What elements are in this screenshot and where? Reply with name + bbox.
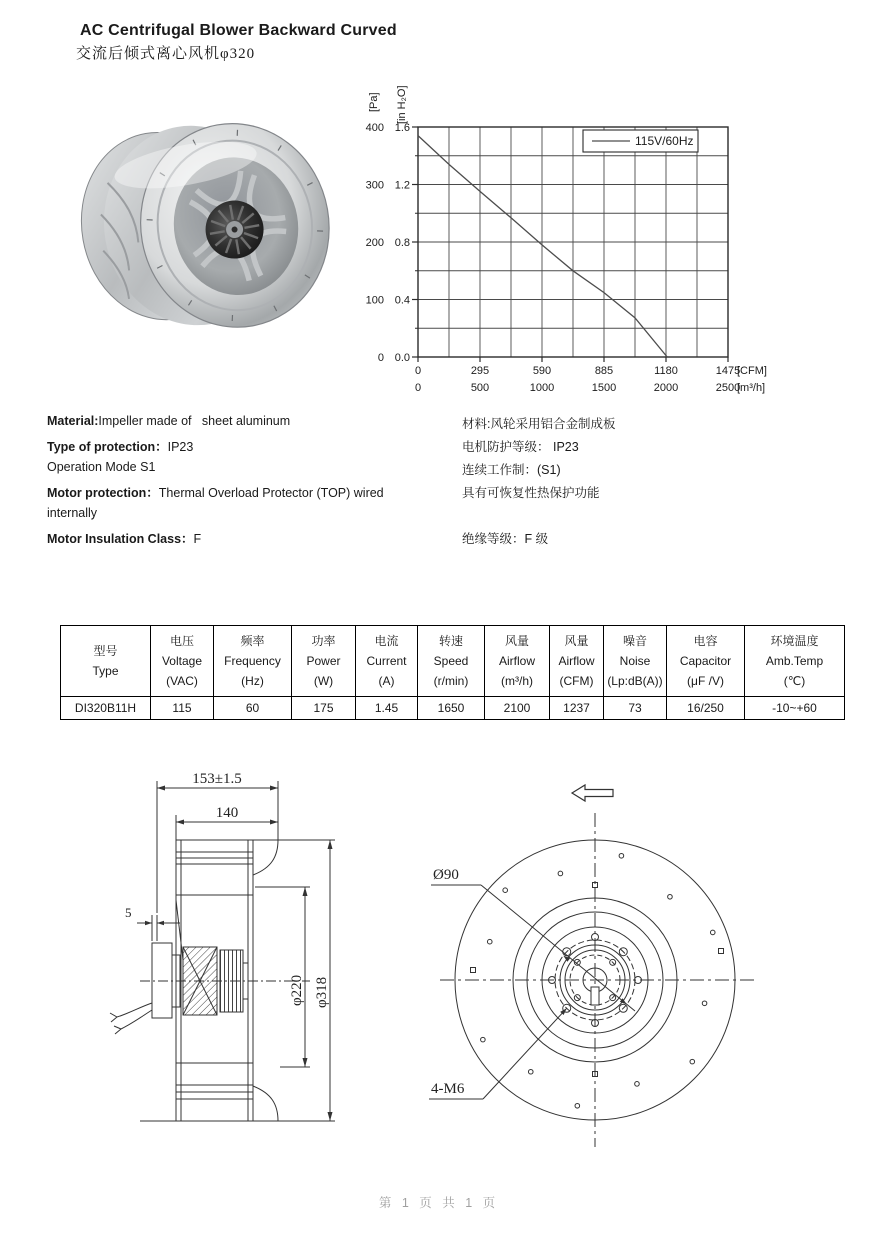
- product-photo: [75, 105, 340, 355]
- y-tick-label-pa: 200: [365, 237, 384, 249]
- x-tick-label-cfm: 295: [470, 365, 490, 377]
- page-title: AC Centrifugal Blower Backward Curved: [80, 22, 397, 39]
- column-header-current: [356, 626, 418, 697]
- column-header-noise: [604, 626, 667, 697]
- header-hu: (CFM): [559, 674, 594, 688]
- column-header-frequency: [214, 626, 292, 697]
- header-hz: 噪音: [622, 634, 647, 648]
- rivet-hole: [503, 888, 508, 893]
- spec-line: 绝缘等级：F 级: [462, 532, 549, 546]
- legend-label: 115V/60Hz: [635, 134, 694, 148]
- table-cell: 1237: [550, 697, 604, 720]
- header-hu: (Hz): [241, 674, 264, 688]
- table-cell: 60: [214, 697, 292, 720]
- spec-line: 电机防护等级： IP23: [462, 440, 579, 454]
- header-hz: 型号: [93, 644, 118, 658]
- header-hu: (VAC): [166, 674, 198, 688]
- y-tick-label-pa: 0: [377, 352, 384, 364]
- column-header-capacitor: [667, 626, 745, 697]
- front-view-drawing: [425, 775, 765, 1150]
- x-tick-label-cfm: 0: [414, 365, 422, 377]
- rivet-hole: [558, 871, 563, 876]
- x-tick-label-cfm: 1475: [715, 365, 741, 377]
- column-header-amb-temp: [745, 626, 845, 697]
- y-tick-label-pa: 300: [365, 179, 384, 192]
- header-hu: (m³/h): [501, 674, 533, 688]
- column-header-voltage: [151, 626, 214, 697]
- table-cell: 1.45: [356, 697, 418, 720]
- column-header-speed: [418, 626, 485, 697]
- y-axis-unit-pa: [Pa]: [368, 92, 380, 112]
- header-hz: 风量: [504, 634, 529, 648]
- page-footer: 第 1 页 共 1 页: [378, 1196, 496, 1210]
- x-tick-label-m3h: 1000: [529, 382, 555, 394]
- table-cell: 175: [292, 697, 356, 720]
- fan-illustration: [75, 105, 340, 352]
- header-hz: 电压: [169, 634, 194, 648]
- dim-flange: 5: [125, 905, 132, 920]
- dim-bolt-circle: Ø90: [433, 867, 459, 883]
- table-cell: DI320B11H: [61, 697, 151, 720]
- spec-line: Material:Impeller made of sheet aluminum: [47, 414, 291, 428]
- column-header-power: [292, 626, 356, 697]
- performance-chart: [355, 78, 805, 400]
- table-cell: 16/250: [667, 697, 745, 720]
- header-hu: (μF /V): [687, 674, 724, 688]
- y-axis-unit-inh2o: [in H₂O]: [396, 85, 408, 124]
- rivet-hole: [528, 1069, 533, 1074]
- table-cell: 115: [151, 697, 214, 720]
- table-cell: 1650: [418, 697, 485, 720]
- header-he: Airflow: [558, 654, 595, 668]
- header-hu: (Lp:dB(A)): [607, 674, 663, 688]
- dim-mounting-holes: 4-M6: [431, 1081, 465, 1097]
- rivet-hole: [481, 1037, 486, 1042]
- spec-table: [60, 625, 845, 720]
- square-hole: [471, 968, 476, 973]
- y-tick-label-pa: 400: [365, 122, 384, 134]
- specs-english: [47, 414, 457, 552]
- header-he: Speed: [433, 654, 469, 668]
- header-hz: 风量: [564, 634, 589, 648]
- header-hz: 电容: [693, 634, 718, 648]
- x-tick-label-m3h: 500: [470, 382, 490, 394]
- table-cell: 73: [604, 697, 667, 720]
- dim-inlet-diameter: φ220: [289, 974, 305, 1006]
- header-he: Current: [366, 654, 407, 668]
- table-cell: -10~+60: [745, 697, 845, 720]
- x-axis-unit-cfm: [CFM]: [737, 365, 767, 377]
- rivet-hole: [690, 1059, 695, 1064]
- square-hole: [719, 949, 724, 954]
- x-tick-label-m3h: 2500: [715, 382, 741, 394]
- table-row: [61, 697, 845, 720]
- header-he: Capacitor: [679, 654, 732, 668]
- y-tick-label-inh2o: 0.4: [394, 294, 410, 307]
- spec-line: 具有可恢复性热保护功能: [462, 486, 600, 500]
- header-hu: (℃): [783, 674, 806, 688]
- column-header-type: [61, 626, 151, 697]
- dim-impeller-depth: 140: [215, 805, 239, 821]
- header-hu: (W): [313, 674, 334, 688]
- header-he: Type: [92, 664, 119, 678]
- spec-line: [462, 506, 852, 529]
- page-title-chinese: 交流后倾式离心风机φ320: [76, 46, 256, 62]
- header-he: Frequency: [224, 654, 281, 668]
- rivet-hole: [635, 1082, 640, 1087]
- table-cell: 2100: [485, 697, 550, 720]
- y-tick-label-inh2o: 0.8: [394, 237, 410, 249]
- spec-line: Type of protection：IP23: [47, 440, 194, 454]
- spec-line: internally: [47, 506, 98, 520]
- y-tick-label-inh2o: 1.2: [394, 179, 410, 192]
- performance-chart-svg: [355, 78, 805, 400]
- rivet-hole: [619, 853, 624, 858]
- x-axis-unit-m3h: [m³/h]: [737, 382, 766, 394]
- table-header-row: [61, 626, 845, 697]
- header-hz: 转速: [438, 634, 463, 648]
- x-tick-label-m3h: 2000: [653, 382, 679, 394]
- header-hz: 环境温度: [770, 634, 819, 648]
- header-hz: 功率: [311, 634, 336, 648]
- x-tick-label-cfm: 1180: [654, 365, 678, 377]
- x-tick-label-m3h: 1500: [591, 382, 617, 394]
- header-he: Noise: [619, 654, 651, 668]
- specs-chinese: [462, 414, 852, 552]
- x-tick-label-cfm: 885: [594, 365, 614, 377]
- spec-line: 连续工作制：(S1): [462, 463, 561, 477]
- dim-overall-depth: 153±1.5: [192, 771, 242, 787]
- spec-line: Motor protection：Thermal Overload Protector (TOP) wired: [47, 486, 384, 500]
- header-hz: 频率: [240, 634, 265, 648]
- rivet-hole: [710, 930, 715, 935]
- header-he: Airflow: [498, 654, 535, 668]
- header-he: Voltage: [161, 654, 203, 668]
- side-view-drawing: [95, 765, 355, 1135]
- column-header-airflow: [550, 626, 604, 697]
- x-tick-label-m3h: 0: [414, 382, 422, 394]
- spec-line: Motor Insulation Class：F: [47, 532, 202, 546]
- rivet-hole: [702, 1001, 707, 1006]
- header-he: Amb.Temp: [765, 654, 824, 668]
- header-he: Power: [306, 654, 341, 668]
- spec-table-wrap: [60, 625, 845, 720]
- dim-outer-diameter: φ318: [314, 976, 330, 1008]
- x-tick-label-cfm: 590: [532, 365, 552, 377]
- header-hu: (A): [378, 674, 395, 688]
- rivet-hole: [487, 939, 492, 944]
- column-header-airflow: [485, 626, 550, 697]
- y-tick-label-inh2o: 1.6: [394, 122, 410, 134]
- rotation-arrow-icon: [572, 785, 613, 801]
- spec-line: Operation Mode S1: [47, 460, 156, 474]
- performance-curve: [418, 136, 667, 357]
- y-tick-label-inh2o: 0.0: [394, 352, 410, 364]
- rivet-hole: [575, 1103, 580, 1108]
- header-hu: (r/min): [433, 674, 469, 688]
- y-tick-label-pa: 100: [365, 294, 384, 307]
- rivet-hole: [668, 894, 673, 899]
- spec-line: 材料:风轮采用铝合金制成板: [462, 417, 616, 431]
- header-hz: 电流: [374, 634, 399, 648]
